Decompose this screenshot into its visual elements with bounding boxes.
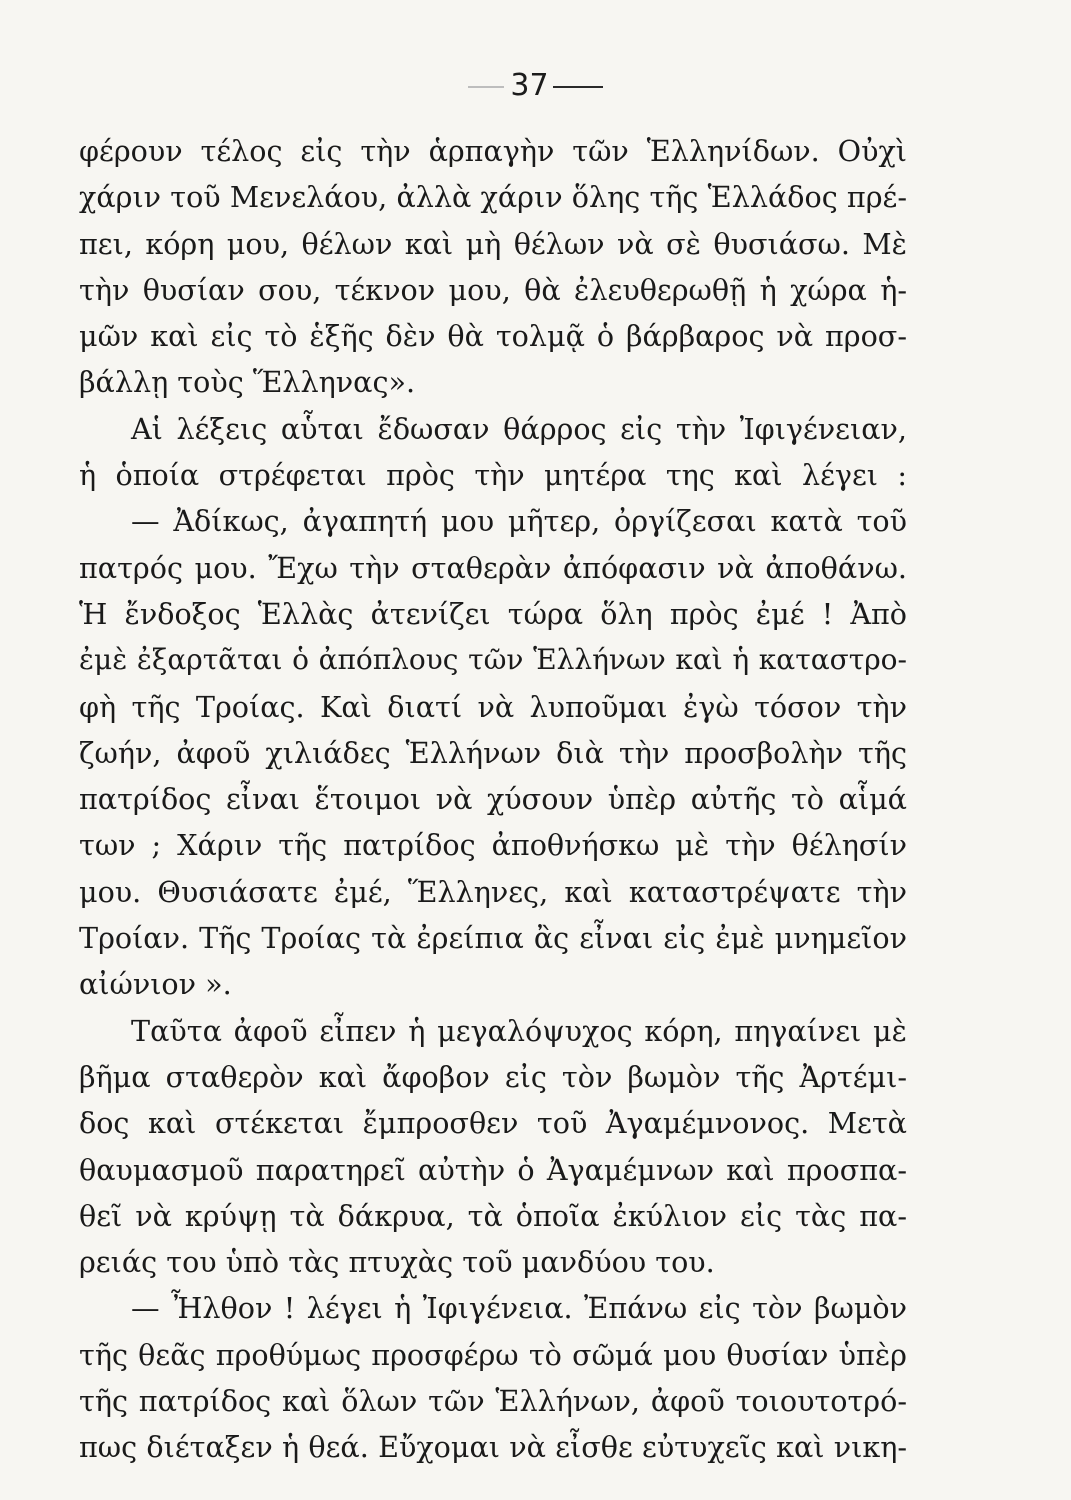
- header-dash-left: [468, 86, 504, 88]
- text-line: θαυμασμοῦ παρατηρεῖ αὐτὴν ὁ Ἀγαμέμνων καὶ προσπα-: [79, 1152, 907, 1187]
- body-text: [79, 128, 907, 1471]
- text-line: — Ἦλθον ! λέγει ἡ Ἰφιγένεια. Ἐπάνω εἰς τὸν βωμὸν: [131, 1291, 907, 1326]
- text-line: ζωήν, ἀφοῦ χιλιάδες Ἑλλήνων διὰ τὴν προσβολὴν τῆς: [79, 735, 907, 770]
- text-line: τῆς θεᾶς προθύμως προσφέρω τὸ σῶμά μου θυσίαν ὑπὲρ: [79, 1337, 907, 1372]
- page-number-header: [0, 68, 1071, 103]
- text-line: Ταῦτα ἀφοῦ εἶπεν ἡ μεγαλόψυχος κόρη, πηγαίνει μὲ: [131, 1013, 907, 1048]
- page-number: 37: [510, 68, 549, 103]
- text-line: δος καὶ στέκεται ἔμπροσθεν τοῦ Ἀγαμέμνονος. Μετὰ: [79, 1106, 907, 1141]
- text-line: πατρίδος εἶναι ἕτοιμοι νὰ χύσουν ὑπὲρ αὐτῆς τὸ αἷμά: [79, 782, 907, 817]
- text-line: πως διέταξεν ἡ θεά. Εὔχομαι νὰ εἶσθε εὐτυχεῖς καὶ νικη-: [79, 1430, 907, 1465]
- text-line: Ἡ ἔνδοξος Ἑλλὰς ἀτενίζει τώρα ὅλη πρὸς ἐμέ ! Ἀπὸ: [79, 596, 907, 631]
- text-line: φέρουν τέλος εἰς τὴν ἁρπαγὴν τῶν Ἑλληνίδων. Οὐχὶ: [79, 134, 907, 168]
- text-line: των ; Χάριν τῆς πατρίδος ἀποθνήσκω μὲ τὴν θέλησίν: [79, 828, 907, 863]
- text-line: Τροίαν. Τῆς Τροίας τὰ ἐρείπια ἂς εἶναι εἰς ἐμὲ μνημεῖον: [79, 921, 907, 956]
- text-line: αἰώνιον ».: [79, 967, 232, 1002]
- text-line: πατρός μου. Ἔχω τὴν σταθερὰν ἀπόφασιν νὰ ἀποθάνω.: [79, 550, 907, 585]
- text-line: ἐμὲ ἐξαρτᾶται ὁ ἀπόπλους τῶν Ἑλλήνων καὶ ἡ καταστρο-: [79, 643, 907, 677]
- text-line: βῆμα σταθερὸν καὶ ἄφοβον εἰς τὸν βωμὸν τῆς Ἀρτέμι-: [79, 1059, 907, 1094]
- text-line: ἡ ὁποία στρέφεται πρὸς τὴν μητέρα της καὶ λέγει :: [79, 458, 907, 493]
- text-line: πει, κόρη μου, θέλων καὶ μὴ θέλων νὰ σὲ θυσιάσω. Μὲ: [79, 226, 907, 261]
- text-line: τῆς πατρίδος καὶ ὅλων τῶν Ἑλλήνων, ἀφοῦ τοιουτοτρό-: [79, 1384, 907, 1419]
- text-line: — Ἀδίκως, ἀγαπητή μου μῆτερ, ὀργίζεσαι κατὰ τοῦ: [131, 504, 907, 539]
- text-line: ρειάς του ὑπὸ τὰς πτυχὰς τοῦ μανδύου του.: [79, 1245, 715, 1280]
- text-line: μῶν καὶ εἰς τὸ ἑξῆς δὲν θὰ τολμᾷ ὁ βάρβαρος νὰ προσ-: [79, 319, 907, 354]
- text-line: θεῖ νὰ κρύψῃ τὰ δάκρυα, τὰ ὁποῖα ἐκύλιον εἰς τὰς πα-: [79, 1198, 907, 1233]
- text-line: φὴ τῆς Τροίας. Καὶ διατί νὰ λυποῦμαι ἐγὼ τόσον τὴν: [79, 689, 907, 724]
- text-line: Αἱ λέξεις αὗται ἔδωσαν θάρρος εἰς τὴν Ἰφιγένειαν,: [131, 411, 907, 446]
- text-line: χάριν τοῦ Μενελάου, ἀλλὰ χάριν ὅλης τῆς Ἑλλάδος πρέ-: [79, 180, 907, 215]
- text-line: μου. Θυσιάσατε ἐμέ, Ἕλληνες, καὶ καταστρέψατε τὴν: [79, 874, 907, 909]
- text-line: βάλλῃ τοὺς Ἕλληνας».: [79, 365, 416, 400]
- header-dash-right: [553, 86, 603, 88]
- text-line: τὴν θυσίαν σου, τέκνον μου, θὰ ἐλευθερωθῇ ἡ χώρα ἡ-: [79, 272, 907, 307]
